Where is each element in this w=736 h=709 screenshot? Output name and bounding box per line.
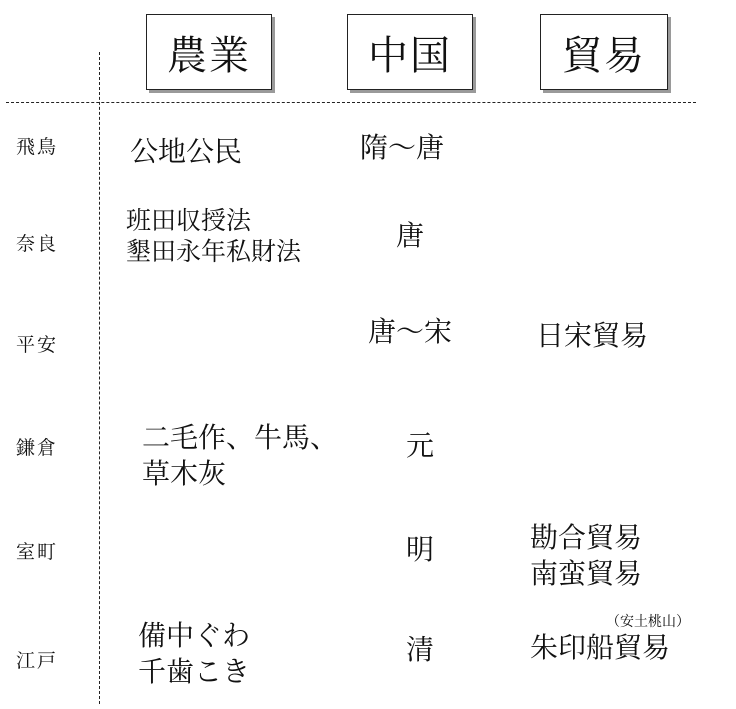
agriculture-cell-kamakura xyxy=(142,420,338,492)
header-trade-label: 貿易 xyxy=(562,32,646,79)
trade-text: 日宋貿易 xyxy=(536,319,649,352)
era-label-heian: 平安 xyxy=(16,334,59,356)
agriculture-text: 二毛作、牛馬、 xyxy=(142,421,339,454)
era-label-kamakura: 鎌倉 xyxy=(16,437,59,459)
agriculture-cell-edo xyxy=(138,618,250,690)
agriculture-cell-asuka xyxy=(130,134,242,170)
agriculture-text: 班田収授法 xyxy=(126,206,252,235)
trade-note: （安土桃山） xyxy=(606,614,690,630)
agriculture-text: 公地公民 xyxy=(130,135,243,168)
agriculture-cell-nara xyxy=(126,205,301,267)
trade-text: 朱印船貿易 xyxy=(530,631,671,664)
header-agriculture xyxy=(146,14,272,90)
trade-cell-heian xyxy=(536,318,648,354)
agriculture-text: 草木灰 xyxy=(142,457,227,490)
era-label-muromachi: 室町 xyxy=(16,541,59,563)
china-cell-heian: 唐～宋 xyxy=(368,315,453,348)
header-china xyxy=(347,14,473,90)
china-cell-muromachi: 明 xyxy=(406,533,435,566)
header-agriculture-label: 農業 xyxy=(167,32,251,79)
china-cell-nara: 唐 xyxy=(396,219,425,252)
trade-cell-muromachi xyxy=(530,520,642,592)
era-label-nara: 奈良 xyxy=(16,233,59,255)
header-china-label: 中国 xyxy=(368,32,452,79)
agriculture-text: 備中ぐわ xyxy=(138,619,251,652)
china-cell-asuka: 隋～唐 xyxy=(360,131,445,164)
horizontal-divider xyxy=(6,102,696,103)
trade-text: 南蛮貿易 xyxy=(530,557,643,590)
china-cell-edo: 清 xyxy=(406,633,435,666)
agriculture-text: 千歯こき xyxy=(138,655,251,688)
china-cell-kamakura: 元 xyxy=(406,429,435,462)
trade-text: 勘合貿易 xyxy=(530,521,643,554)
era-label-asuka: 飛鳥 xyxy=(16,136,59,158)
vertical-divider xyxy=(99,52,100,704)
era-label-edo: 江戸 xyxy=(16,650,59,672)
header-trade xyxy=(540,14,668,90)
agriculture-text: 墾田永年私財法 xyxy=(126,237,302,266)
trade-cell-edo xyxy=(530,630,670,666)
